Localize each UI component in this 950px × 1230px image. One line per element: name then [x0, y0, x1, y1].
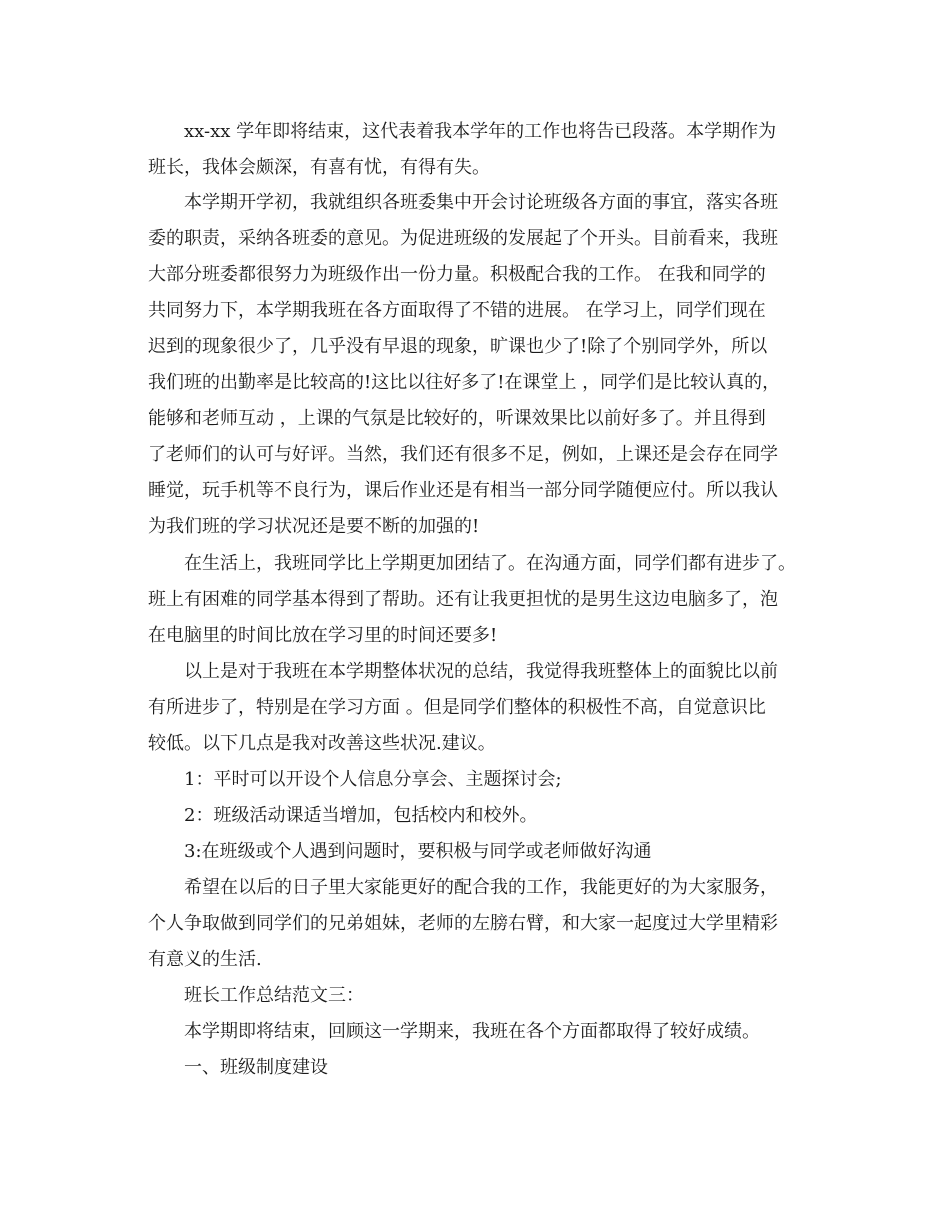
- text-line: 有意义的生活.: [148, 949, 262, 970]
- text-line: 睡觉，玩手机等不良行为，课后作业还是有相当一部分同学随便应付。所以我认: [148, 480, 778, 501]
- section-heading: 一、班级制度建设: [184, 1057, 328, 1078]
- text-line: 大部分班委都很努力为班级作出一份力量。积极配合我的工作。 在我和同学的: [148, 264, 766, 285]
- text-line: xx-xx 学年即将结束，这代表着我本学年的工作也将告已段落。本学期作为: [184, 121, 777, 142]
- text-line: 迟到的现象很少了，几乎没有早退的现象，旷课也少了!除了个别同学外，所以: [148, 336, 768, 357]
- text-line: 在生活上，我班同学比上学期更加团结了。在沟通方面，同学们都有进步了。: [184, 553, 796, 574]
- text-line: 能够和老师互动 ，上课的气氛是比较好的，听课效果比以前好多了。并且得到: [148, 408, 766, 429]
- text-line: 有所进步了，特别是在学习方面 。但是同学们整体的积极性不高，自觉意识比: [148, 697, 766, 718]
- text-line: 共同努力下，本学期我班在各方面取得了不错的进展。 在学习上，同学们现在: [148, 300, 766, 321]
- text-line: 以上是对于我班在本学期整体状况的总结，我觉得我班整体上的面貌比以前: [184, 661, 778, 682]
- list-item: 1：平时可以开设个人信息分享会、主题探讨会;: [184, 769, 562, 790]
- text-line: 班上有困难的同学基本得到了帮助。还有让我更担忧的是男生这边电脑多了，泡: [148, 589, 778, 610]
- text-line: 我们班的出勤率是比较高的!这比以往好多了!在课堂上 ，同学们是比较认真的，: [148, 372, 781, 393]
- text-line: 在电脑里的时间比放在学习里的时间还要多!: [148, 625, 498, 646]
- text-line: 较低。以下几点是我对改善这些状况.建议。: [148, 733, 496, 754]
- text-line: 本学期即将结束，回顾这一学期来，我班在各个方面都取得了较好成绩。: [184, 1021, 760, 1042]
- list-item: 2：班级活动课适当增加，包括校内和校外。: [184, 805, 538, 826]
- section-title: 班长工作总结范文三：: [184, 985, 364, 1006]
- text-line: 个人争取做到同学们的兄弟姐妹，老师的左膀右臂，和大家一起度过大学里精彩: [148, 913, 778, 934]
- text-line: 委的职责，采纳各班委的意见。为促进班级的发展起了个开头。目前看来，我班: [148, 228, 778, 249]
- text-line: 本学期开学初，我就组织各班委集中开会讨论班级各方面的事宜，落实各班: [184, 192, 778, 213]
- text-line: 班长，我体会颇深，有喜有忧，有得有失。: [148, 157, 490, 178]
- text-line: 了老师们的认可与好评。当然，我们还有很多不足，例如，上课还是会存在同学: [148, 444, 778, 465]
- text-line: 为我们班的学习状况还是要不断的加强的!: [148, 516, 480, 537]
- text-line: 希望在以后的日子里大家能更好的配合我的工作，我能更好的为大家服务，: [184, 877, 778, 898]
- list-item: 3:在班级或个人遇到问题时，要积极与同学或老师做好沟通: [184, 841, 652, 862]
